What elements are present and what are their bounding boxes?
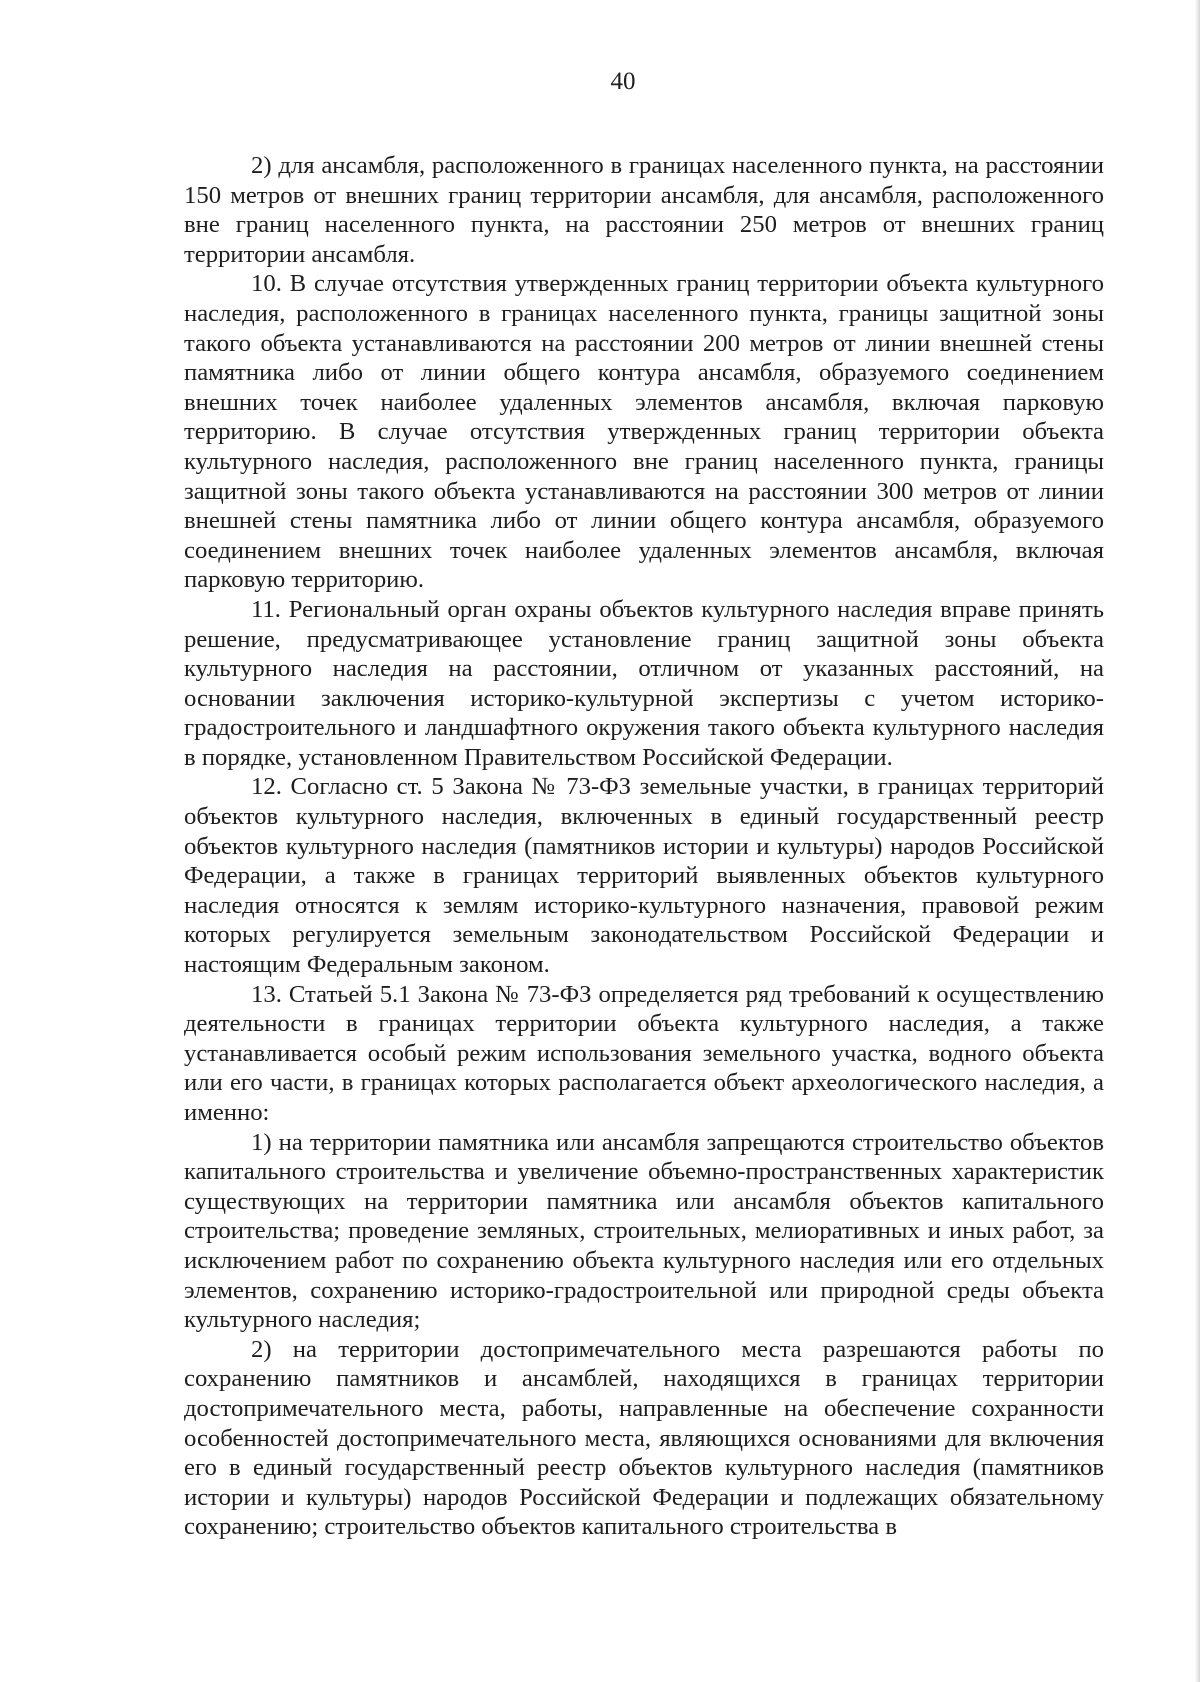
scan-edge-shadow [1195, 0, 1200, 1682]
page-number: 40 [610, 68, 636, 95]
paragraph-10: 10. В случае отсутствия утвержденных границ территории объекта культурного наследия, расположенного в границах населенного пункта, границы защитной зоны такого объекта устанавливаются на расстоянии 200 метров от линии внешней стены памятника либо от линии общего контура ансамбля, образуемого соединением внешних точек наиболее удаленных элементов ансамбля, включая парковую территорию. В случае отсутствия утвержденных границ территории объекта культурного наследия, расположенного вне границ населенного пункта, границы защитной зоны такого объекта устанавливаются на расстоянии 300 метров от линии внешней стены памятника либо от линии общего контура ансамбля, образуемого соединением внешних точек наиболее удаленных элементов ансамбля, включая парковую территорию. [184, 270, 1104, 594]
paragraph-ensemble-zone: 2) для ансамбля, расположенного в границах населенного пункта, на расстоянии 150 метров от внешних границ территории ансамбля, для ансамбля, расположенного вне границ населенного пункта, на расстоянии 250 метров от внешних границ территории ансамбля. [184, 152, 1104, 268]
paragraph-12: 12. Согласно ст. 5 Закона № 73-ФЗ земельные участки, в границах территорий объектов культурного наследия, включенных в единый государственный реестр объектов культурного наследия (памятников истории и культуры) народов Российской Федерации, а также в границах территорий выявленных объектов культурного наследия относятся к землям историко-культурного назначения, правовой режим которых регулируется земельным законодательством Российской Федерации и настоящим Федеральным законом. [184, 773, 1104, 979]
paragraph-13: 13. Статьей 5.1 Закона № 73-ФЗ определяется ряд требований к осуществлению деятельности в границах территории объекта культурного наследия, а также устанавливается особый режим использования земельного участка, водного объекта или его части, в границах которых располагается объект археологического наследия, а именно: [184, 980, 1104, 1126]
paragraph-13-item-1: 1) на территории памятника или ансамбля запрещаются строительство объектов капитального строительства и увеличение объемно-пространственных характеристик существующих на территории памятника или ансамбля объектов капитального строительства; проведение земляных, строительных, мелиоративных и иных работ, за исключением работ по сохранению объекта культурного наследия или его отдельных элементов, сохранению историко-градостроительной или природной среды объекта культурного наследия; [184, 1128, 1104, 1334]
document-body [184, 151, 1104, 1542]
paragraph-13-item-2: 2) на территории достопримечательного места разрешаются работы по сохранению памятников и ансамблей, находящихся в границах территории достопримечательного места, работы, направленные на обеспечение сохранности особенностей достопримечательного места, являющихся основаниями для включения его в единый государственный реестр объектов культурного наследия (памятников истории и культуры) народов Российской Федерации и подлежащих обязательному сохранению; строительство объектов капитального строительства в [184, 1335, 1104, 1541]
paragraph-11: 11. Региональный орган охраны объектов культурного наследия вправе принять решение, предусматривающее установление границ защитной зоны объекта культурного наследия на расстоянии, отличном от указанных расстояний, на основании заключения историко-культурной экспертизы с учетом историко-градостроительного и ландшафтного окружения такого объекта культурного наследия в порядке, установленном Правительством Российской Федерации. [184, 595, 1104, 771]
